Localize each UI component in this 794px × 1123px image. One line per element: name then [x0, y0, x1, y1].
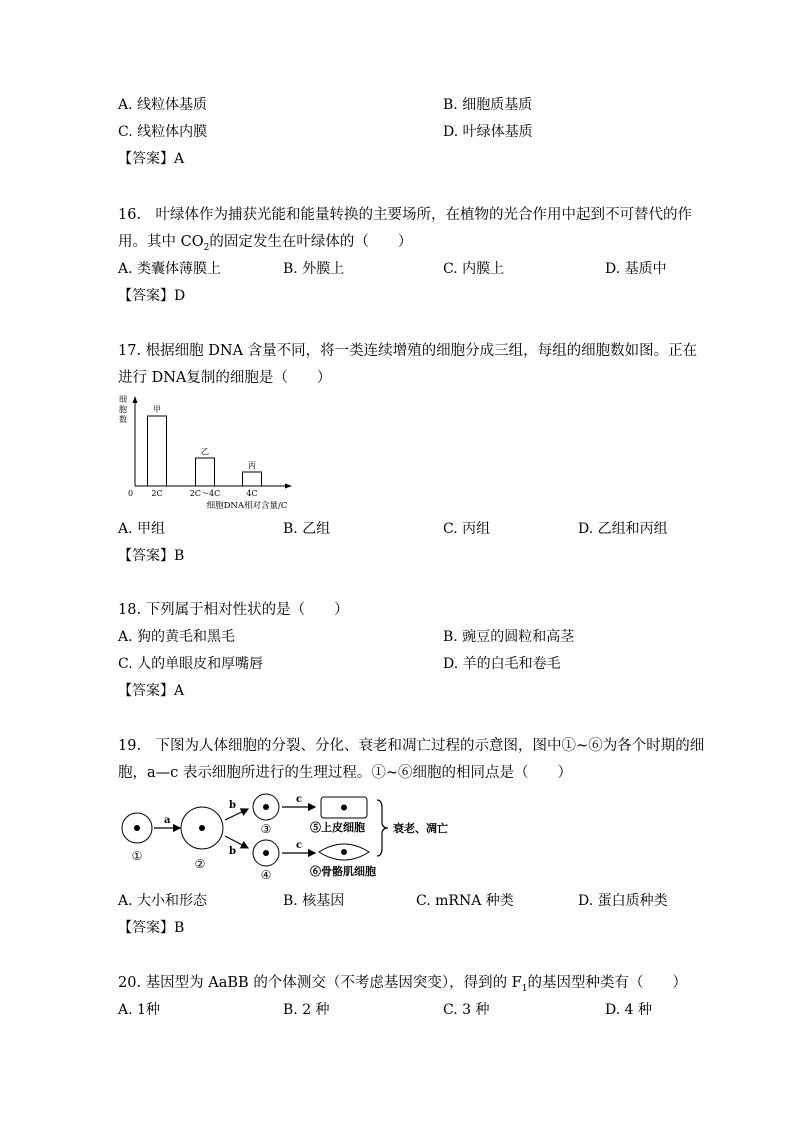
cell-3-label: ③ — [260, 822, 272, 836]
x-axis-arrow — [285, 484, 292, 489]
y-axis-label-char: 细 — [119, 395, 127, 404]
option-d: D. 叶绿体基质 — [443, 124, 533, 140]
label-b-upper: b — [229, 800, 236, 811]
option-c: C. 丙组 — [443, 521, 491, 537]
brace — [377, 800, 388, 856]
nucleus — [341, 805, 347, 811]
option-d: D. 基质中 — [605, 261, 667, 277]
dna-content-bar-chart — [115, 392, 315, 514]
option-b: B. 2 种 — [283, 1002, 330, 1018]
question-16-stem-line2: 用。其中 $CO_2$的固定发生在叶绿体的（ ） — [118, 234, 413, 253]
option-c: C. 线粒体内膜 — [118, 124, 208, 140]
option-d: D. 4 种 — [605, 1002, 652, 1018]
option-d: D. 羊的白毛和卷毛 — [443, 656, 561, 672]
y-axis-label-char: 数 — [119, 415, 127, 424]
x-tick-4c: 4C — [246, 489, 258, 498]
cell-4-label: ④ — [260, 868, 272, 882]
option-a: A. 大小和形态 — [118, 893, 208, 909]
y-axis-label-char: 胞 — [119, 405, 127, 414]
option-c: C. 3 种 — [443, 1002, 490, 1018]
question-16-stem-line1: 16. 叶绿体作为捕获光能和能量转换的主要场所，在植物的光合作用中起到不可替代的作 — [118, 207, 693, 223]
label-c-upper: c — [296, 794, 303, 805]
question-17-stem-line2: 进行 DNA复制的细胞是（ ） — [118, 370, 332, 386]
nucleus — [263, 804, 269, 810]
answer-q15: 【答案】A — [118, 151, 185, 167]
x-axis-label: 细胞DNA相对含量/C — [206, 501, 288, 511]
bar-label-yi: 乙 — [201, 447, 209, 456]
option-c: C. 人的单眼皮和厚嘴唇 — [118, 656, 264, 672]
question-18-stem: 18. 下列属于相对性状的是（ ） — [118, 602, 349, 618]
option-b: B. 细胞质基质 — [443, 97, 533, 113]
nucleus — [341, 849, 347, 855]
question-20-stem: 20. 基因型为 AaBB 的个体测交（不考虑基因突变），得到的 $F_1$的基因型种类有（ ） — [118, 975, 687, 994]
x-tick-2c: 2C — [151, 489, 163, 498]
nucleus — [199, 825, 205, 831]
option-a: A. 线粒体基质 — [118, 97, 208, 113]
answer-q17: 【答案】B — [118, 548, 185, 564]
option-b: B. 乙组 — [283, 521, 331, 537]
origin-label: 0 — [128, 489, 134, 498]
y-axis-arrow — [133, 396, 138, 403]
cell-2-label: ② — [194, 857, 206, 871]
answer-q18: 【答案】A — [118, 683, 185, 699]
nucleus — [263, 850, 269, 856]
label-a: a — [164, 815, 171, 826]
bar-yi — [196, 458, 215, 486]
question-19-stem-line2: 胞，a—c 表示细胞所进行的生理过程。①~⑥细胞的相同点是（ ） — [118, 765, 573, 781]
option-a: A. 狗的黄毛和黑毛 — [118, 629, 236, 645]
bar-jia — [148, 416, 167, 486]
option-a: A. 甲组 — [118, 521, 166, 537]
option-a: A. 1种 — [118, 1002, 160, 1018]
option-b: B. 核基因 — [283, 893, 345, 909]
cell-1-label: ① — [131, 849, 143, 863]
question-19-stem-line1: 19. 下图为人体细胞的分裂、分化、衰老和凋亡过程的示意图，图中①~⑥为各个时期的细 — [118, 738, 705, 754]
cell-5-label: ⑤上皮细胞 — [310, 821, 365, 834]
bar-label-bing: 丙 — [248, 461, 256, 470]
option-b: B. 豌豆的圆粒和高茎 — [443, 629, 575, 645]
option-c: C. mRNA 种类 — [416, 893, 514, 909]
answer-q19: 【答案】B — [118, 920, 185, 936]
bar-bing — [243, 472, 262, 486]
option-a: A. 类囊体薄膜上 — [118, 261, 222, 277]
option-c: C. 内膜上 — [443, 261, 505, 277]
answer-q16: 【答案】D — [118, 288, 186, 304]
label-c-lower: c — [296, 840, 303, 851]
bar-label-jia: 甲 — [153, 405, 161, 414]
option-d: D. 乙组和丙组 — [578, 521, 668, 537]
label-b-lower: b — [229, 846, 236, 857]
cell-lifecycle-diagram — [112, 788, 482, 882]
fate-label: 衰老、凋亡 — [393, 822, 448, 835]
question-17-stem-line1: 17. 根据细胞 DNA 含量不同，将一类连续增殖的细胞分成三组，每组的细胞数如图。正在 — [118, 343, 698, 359]
option-d: D. 蛋白质种类 — [578, 893, 668, 909]
option-b: B. 外膜上 — [283, 261, 345, 277]
cell-6-label: ⑥骨骼肌细胞 — [310, 865, 376, 878]
nucleus — [134, 825, 140, 831]
x-tick-2c-4c: 2C～4C — [189, 489, 221, 498]
